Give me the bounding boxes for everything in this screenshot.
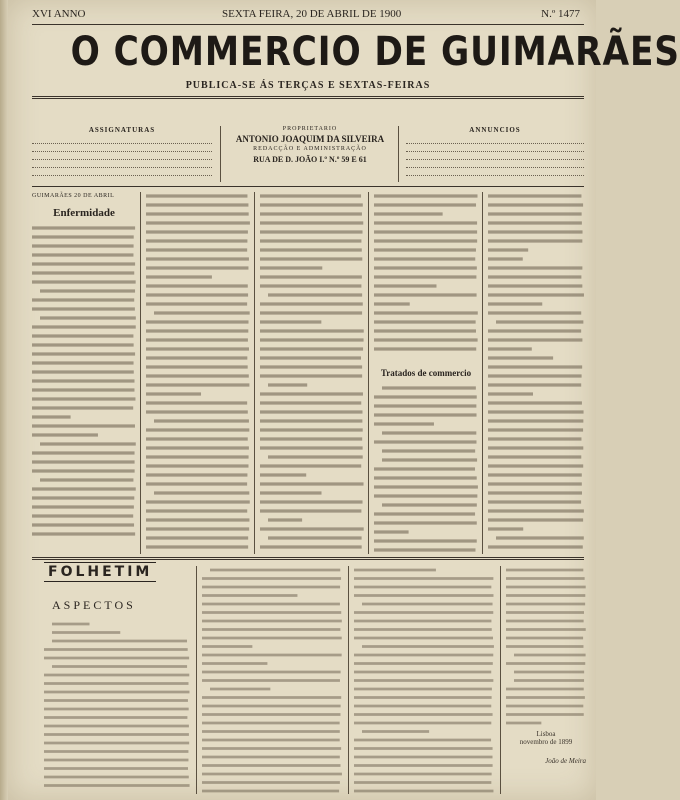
rate-line: [406, 138, 584, 144]
column-4: [374, 192, 478, 554]
text-lines-graphic: [374, 384, 478, 554]
page-fold-shadow: [0, 0, 8, 800]
folhetim-title: ASPECTOS: [52, 598, 136, 612]
rate-line: [32, 170, 212, 176]
text-lines-graphic: [44, 620, 190, 796]
owner-name: ANTONIO JOAQUIM DA SILVEIRA: [235, 134, 385, 144]
office-label: REDACÇÃO E ADMINISTRAÇÃO: [253, 146, 367, 152]
text-lines-graphic: [146, 192, 250, 554]
folhetim-rule: [32, 557, 584, 558]
text-lines-graphic: [32, 224, 136, 544]
info-band: [32, 126, 584, 182]
owner-label: PROPRIETARIO: [282, 126, 338, 132]
folhetim-place: Lisboa: [536, 729, 556, 738]
rate-line: [32, 154, 212, 160]
column-rule: [254, 192, 255, 554]
column-5: [488, 192, 584, 554]
folhetim-column-3: [354, 566, 494, 796]
folhetim-signature: João de Meira: [545, 756, 586, 765]
column-3: [260, 192, 364, 554]
top-rule: [32, 24, 584, 25]
rate-line: [406, 146, 584, 152]
ads-title: ANNUNCIOS: [469, 126, 521, 134]
rate-line: [32, 146, 212, 152]
column-rule: [368, 192, 369, 554]
text-lines-graphic: [506, 566, 586, 726]
rate-line: [406, 170, 584, 176]
masthead-title: O COMMERCIO DE GUIMARÃES: [70, 29, 680, 75]
rate-line: [406, 162, 584, 168]
folhetim-rule: [196, 566, 197, 794]
info-divider: [220, 126, 221, 182]
column-1: [32, 192, 136, 554]
rate-line: [32, 162, 212, 168]
dateline: GUIMARÃES 20 DE ABRIL: [32, 193, 115, 199]
publisher-box: [228, 126, 392, 164]
folhetim-column-4: [506, 566, 586, 796]
folhetim-column-2: [202, 566, 342, 796]
folhetim-rule: [500, 566, 501, 794]
column-rule: [482, 192, 483, 554]
rate-line: [32, 138, 212, 144]
folhetim-rule-2: [32, 559, 584, 560]
folhetim-rule: [348, 566, 349, 794]
masthead-subtitle: PUBLICA-SE ÁS TERÇAS E SEXTAS-FEIRAS: [185, 80, 431, 91]
text-lines-graphic: [374, 192, 478, 358]
info-divider: [398, 126, 399, 182]
folhetim-date: novembro de 1899: [519, 738, 573, 746]
masthead-rule-2: [32, 98, 584, 99]
text-lines-graphic: [354, 566, 494, 796]
newspaper-page: [8, 0, 680, 800]
column-2: [146, 192, 250, 554]
rate-line: [406, 154, 584, 160]
article-title-enfermidade: Enfermidade: [53, 207, 115, 219]
masthead-rule: [32, 96, 584, 97]
date-label: SEXTA FEIRA, 20 DE ABRIL DE 1900: [222, 8, 402, 20]
issue-number: N.º 1477: [541, 8, 580, 20]
text-lines-graphic: [260, 192, 364, 554]
folhetim-label: FOLHETIM: [44, 562, 156, 582]
office-address: RUA DE D. JOÃO I.º N.º 59 E 61: [253, 155, 367, 164]
band-rule: [32, 186, 584, 187]
text-lines-graphic: [488, 192, 584, 554]
column-rule: [140, 192, 141, 554]
folhetim-column-1: [44, 620, 190, 796]
text-lines-graphic: [202, 566, 342, 796]
ads-box: [406, 126, 584, 178]
year-label: XVI ANNO: [32, 8, 86, 20]
subscriptions-title: ASSIGNATURAS: [88, 126, 156, 134]
top-line: [32, 8, 584, 24]
article-title-tratados: Tratados de commercio: [380, 368, 472, 378]
article-text-block: [32, 224, 136, 547]
subscriptions-box: [32, 126, 212, 178]
